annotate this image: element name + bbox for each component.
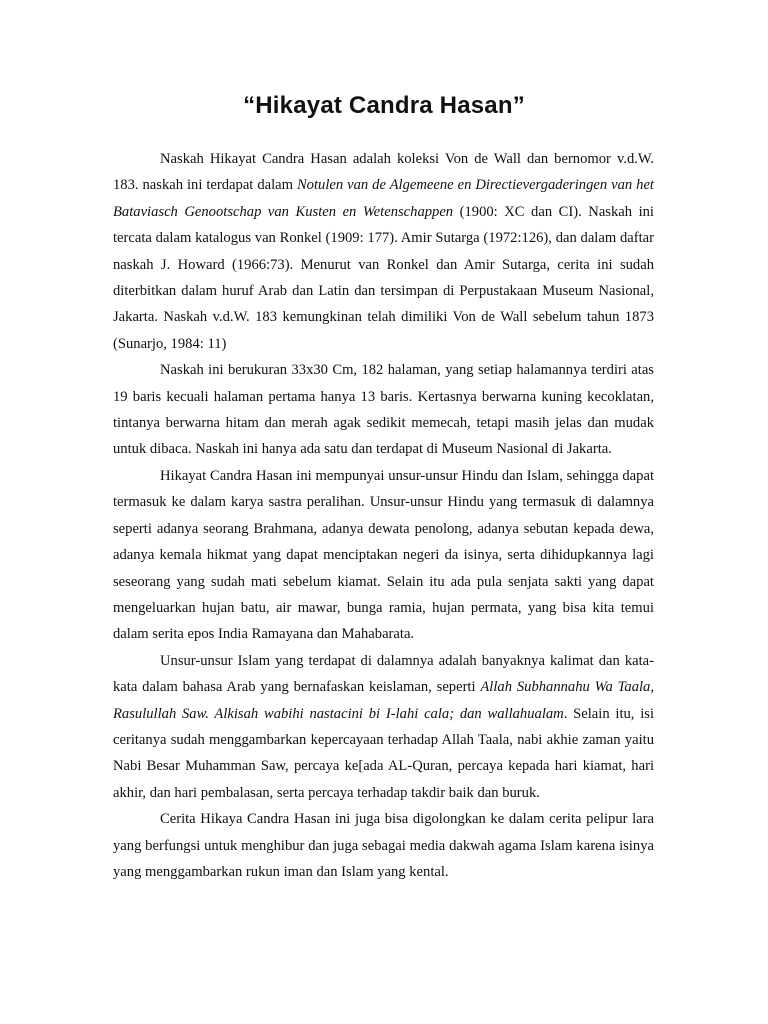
italic-text-segment: Notulen van de Algemeene en Directievergaderingen van het Bataviasch Genootschap van Kusten en Wetenschappen <box>113 177 654 220</box>
text-segment: (1900: XC dan CI). Naskah ini tercata dalam katalogus van Ronkel (1909: 177). Amir Sutarga (1972:126), dan dalam daftar naskah J. Howard (1966:73). Menurut van Ronkel dan Amir Sutarga, cerita ini sudah diterbitkan dalam huruf Arab dan Latin dan tersimpan di Perpustakaan Museum Nasional, Jakarta. Naskah v.d.W. 183 kemungkinan telah dimiliki Von de Wall sebelum tahun 1873 (Sunarjo, 1984: 11) <box>113 203 654 352</box>
text-segment: . Selain itu, isi ceritanya sudah menggambarkan kepercayaan terhadap Allah Taala, nabi akhie zaman yaitu Nabi Besar Muhamman Saw, percaya ke[ada AL-Quran, percaya kepada hari kiamat, hari akhir, dan hari pembalasan, serta percaya terhadap takdir baik dan buruk. <box>113 705 655 801</box>
italic-text-segment: Allah Subhannahu Wa Taala, Rasulullah Saw. Alkisah wabihi nastacini bi I-lahi cala; dan wallahualam <box>113 679 654 722</box>
paragraph <box>113 146 654 357</box>
text-segment: Naskah ini berukuran 33x30 Cm, 182 halaman, yang setiap halamannya terdiri atas 19 baris kecuali halaman pertama hanya 13 baris. Kertasnya berwarna kuning kecoklatan, tintanya berwarna hitam dan merah agak sedikit memecah, tetapi masih jelas dan mudak untuk dibaca. Naskah ini hanya ada satu dan terdapat di Museum Nasional di Jakarta. <box>113 362 654 458</box>
text-segment: Unsur-unsur Islam yang terdapat di dalamnya adalah banyaknya kalimat dan kata-kata dalam bahasa Arab yang bernafaskan keislaman, seperti <box>113 652 654 696</box>
text-segment: Hikayat Candra Hasan ini mempunyai unsur-unsur Hindu dan Islam, sehingga dapat termasuk ke dalam karya sastra peralihan. Unsur-unsur Hindu yang termasuk di dalamnya seperti adanya seorang Brahmana, adanya dewata penolong, adanya sebutan kepada dewa, adanya kemala hikmat yang dapat menciptakan negeri da isinya, serta dihidupkannya lagi seseorang yang sudah mati sebelum kiamat. Selain itu ada pula senjata sakti yang dapat mengeluarkan hujan batu, air mawar, bunga ramia, hujan permata, yang bisa kita temui dalam serita epos India Ramayana dan Mahabarata. <box>113 467 654 643</box>
text-segment: Cerita Hikaya Candra Hasan ini juga bisa digolongkan ke dalam cerita pelipur lara yang berfungsi untuk menghibur dan juga sebagai media dakwah agama Islam karena isinya yang menggambarkan rukun iman dan Islam yang kental. <box>113 811 654 880</box>
paragraph <box>113 357 654 463</box>
document-body <box>113 146 654 885</box>
document-title: “Hikayat Candra Hasan” <box>243 92 525 119</box>
paragraph <box>113 806 654 885</box>
paragraph <box>113 648 654 806</box>
text-segment: Naskah Hikayat Candra Hasan adalah koleksi Von de Wall dan bernomor v.d.W. 183. naskah ini terdapat dalam <box>113 151 654 194</box>
paragraph <box>113 463 654 648</box>
